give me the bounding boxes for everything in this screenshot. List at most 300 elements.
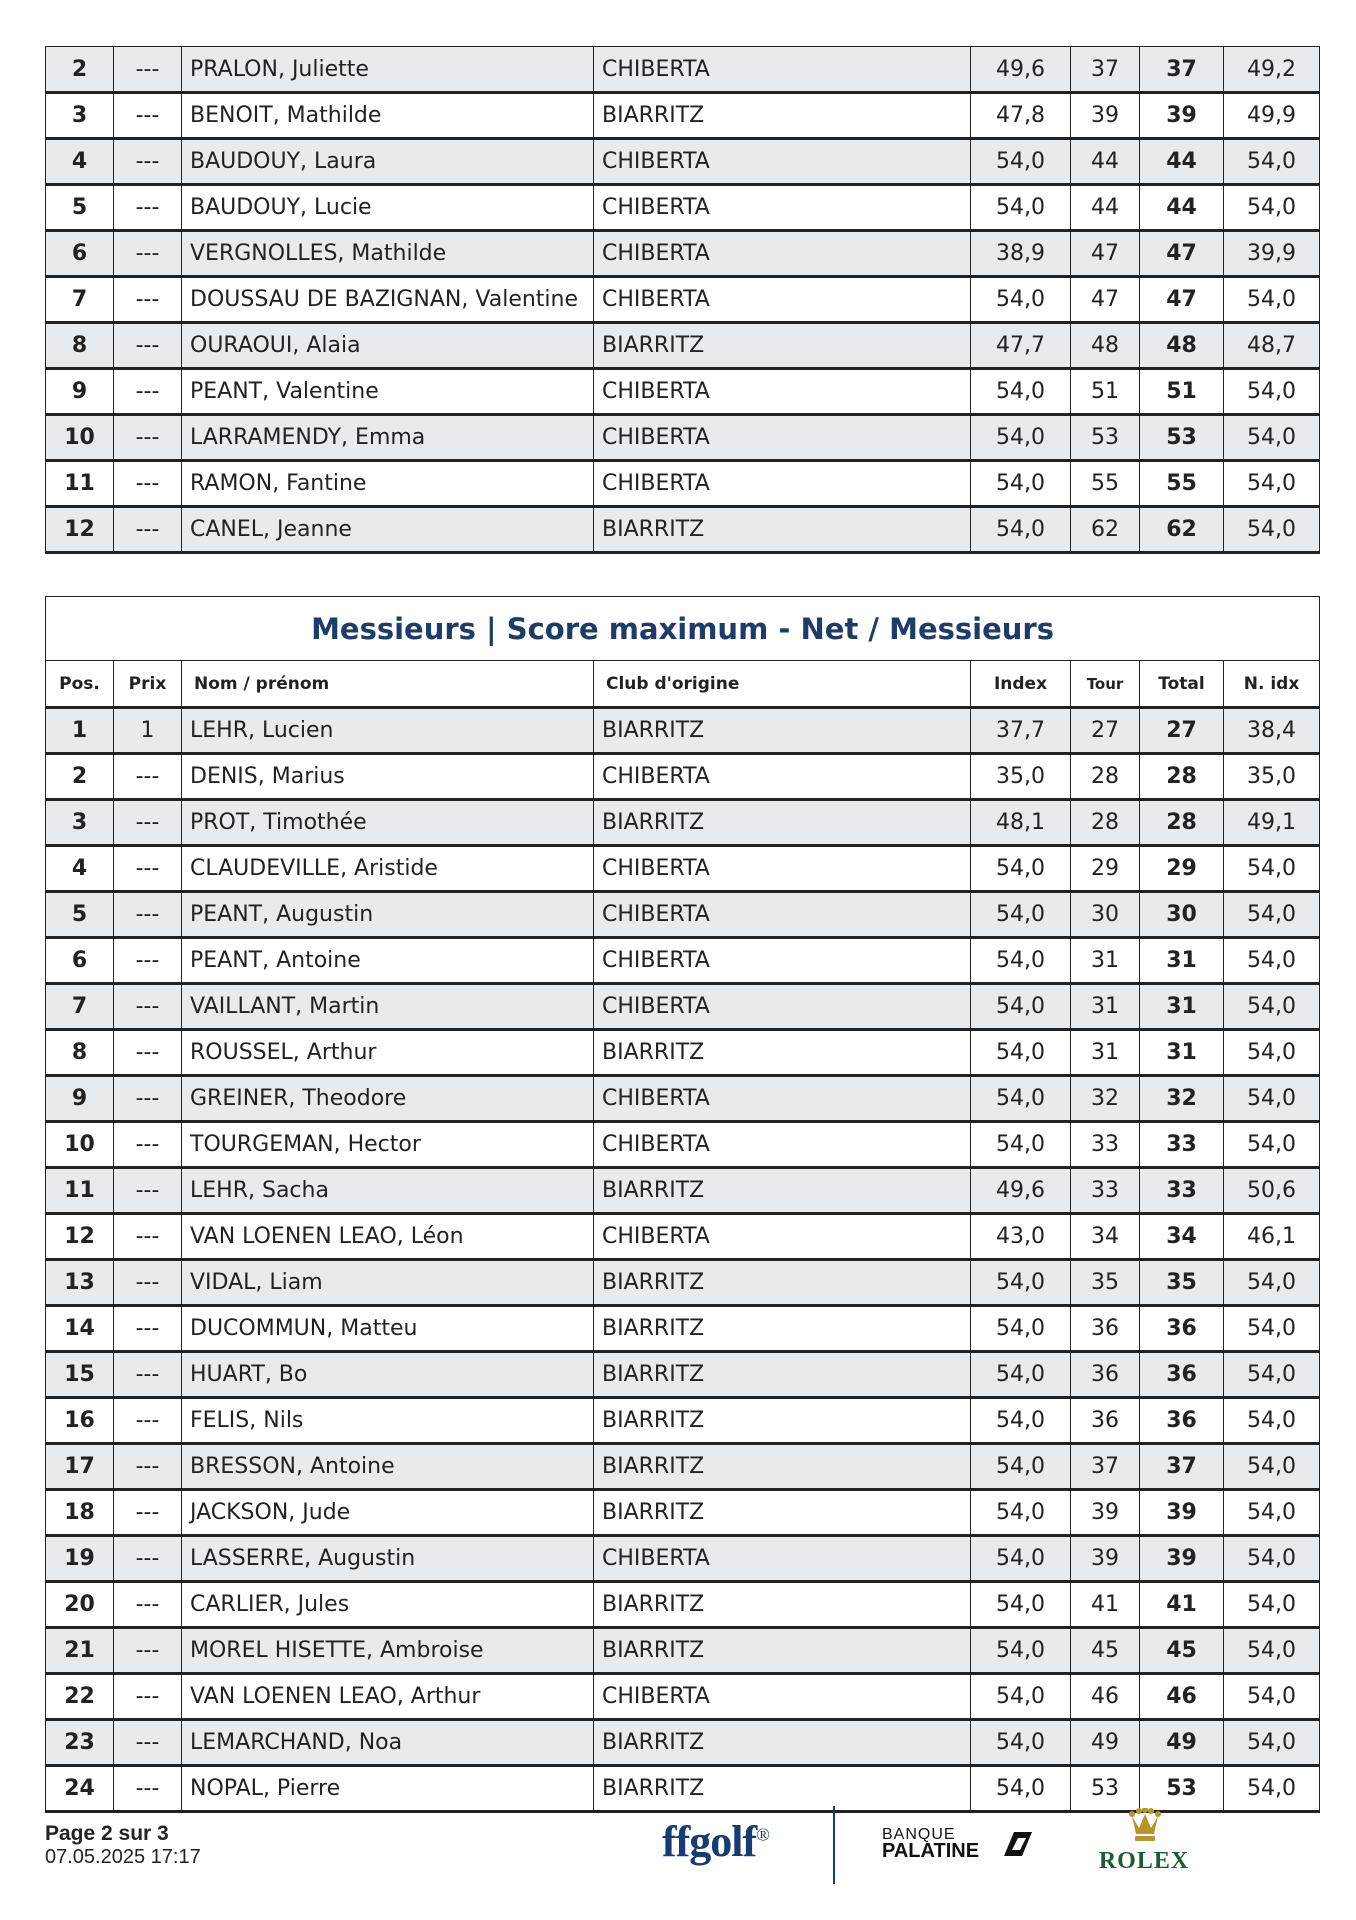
cell-prix: --- (114, 1260, 182, 1306)
cell-pos: 17 (46, 1444, 114, 1490)
cell-club: CHIBERTA (594, 754, 971, 800)
cell-pos: 3 (46, 800, 114, 846)
cell-tour: 33 (1071, 1168, 1140, 1214)
cell-name: PROT, Timothée (182, 800, 594, 846)
cell-prix: --- (114, 1122, 182, 1168)
cell-tour: 28 (1071, 754, 1140, 800)
table-row (46, 1030, 1320, 1076)
table-row (46, 507, 1320, 553)
cell-pos: 3 (46, 93, 114, 139)
cell-total: 32 (1140, 1076, 1224, 1122)
cell-prix: --- (114, 1536, 182, 1582)
cell-prix: --- (114, 369, 182, 415)
cell-tour: 48 (1071, 323, 1140, 369)
cell-index: 49,6 (971, 1168, 1071, 1214)
cell-club: CHIBERTA (594, 185, 971, 231)
cell-nidx: 54,0 (1224, 1766, 1320, 1812)
cell-tour: 55 (1071, 461, 1140, 507)
table-row (46, 892, 1320, 938)
cell-total: 47 (1140, 277, 1224, 323)
cell-club: BIARRITZ (594, 507, 971, 553)
cell-club: CHIBERTA (594, 461, 971, 507)
table-row (46, 231, 1320, 277)
cell-index: 49,6 (971, 47, 1071, 93)
cell-total: 44 (1140, 185, 1224, 231)
cell-tour: 62 (1071, 507, 1140, 553)
cell-total: 30 (1140, 892, 1224, 938)
cell-total: 53 (1140, 1766, 1224, 1812)
cell-total: 45 (1140, 1628, 1224, 1674)
table-row (46, 139, 1320, 185)
cell-index: 54,0 (971, 938, 1071, 984)
cell-tour: 28 (1071, 800, 1140, 846)
cell-prix: --- (114, 938, 182, 984)
women-results-body (46, 47, 1320, 553)
cell-name: VAN LOENEN LEAO, Arthur (182, 1674, 594, 1720)
cell-prix: --- (114, 1214, 182, 1260)
cell-club: CHIBERTA (594, 369, 971, 415)
cell-nidx: 54,0 (1224, 415, 1320, 461)
print-timestamp: 07.05.2025 17:17 (45, 1846, 201, 1868)
cell-nidx: 54,0 (1224, 1674, 1320, 1720)
cell-pos: 6 (46, 231, 114, 277)
table-row (46, 277, 1320, 323)
cell-nidx: 39,9 (1224, 231, 1320, 277)
cell-nidx: 54,0 (1224, 461, 1320, 507)
cell-name: LEHR, Lucien (182, 708, 594, 754)
cell-tour: 39 (1071, 93, 1140, 139)
cell-total: 53 (1140, 415, 1224, 461)
cell-name: OURAOUI, Alaia (182, 323, 594, 369)
table-row (46, 1536, 1320, 1582)
table-row (46, 754, 1320, 800)
table-row (46, 1628, 1320, 1674)
cell-tour: 36 (1071, 1306, 1140, 1352)
cell-index: 35,0 (971, 754, 1071, 800)
col-header-prix: Prix (114, 661, 182, 708)
cell-nidx: 54,0 (1224, 1444, 1320, 1490)
cell-index: 54,0 (971, 277, 1071, 323)
cell-index: 54,0 (971, 1030, 1071, 1076)
table-row (46, 1720, 1320, 1766)
cell-tour: 27 (1071, 708, 1140, 754)
cell-pos: 12 (46, 1214, 114, 1260)
table-row (46, 1122, 1320, 1168)
table-row (46, 1444, 1320, 1490)
cell-name: CANEL, Jeanne (182, 507, 594, 553)
cell-pos: 18 (46, 1490, 114, 1536)
cell-prix: --- (114, 139, 182, 185)
cell-index: 37,7 (971, 708, 1071, 754)
table-row (46, 323, 1320, 369)
table-row (46, 461, 1320, 507)
cell-nidx: 38,4 (1224, 708, 1320, 754)
col-header-index: Index (971, 661, 1071, 708)
cell-club: CHIBERTA (594, 892, 971, 938)
cell-prix: --- (114, 277, 182, 323)
cell-tour: 39 (1071, 1490, 1140, 1536)
cell-name: VERGNOLLES, Mathilde (182, 231, 594, 277)
cell-index: 54,0 (971, 1260, 1071, 1306)
cell-club: BIARRITZ (594, 1030, 971, 1076)
cell-club: CHIBERTA (594, 1536, 971, 1582)
cell-index: 54,0 (971, 1766, 1071, 1812)
cell-tour: 35 (1071, 1260, 1140, 1306)
cell-tour: 47 (1071, 231, 1140, 277)
cell-tour: 37 (1071, 47, 1140, 93)
cell-prix: --- (114, 1766, 182, 1812)
cell-club: BIARRITZ (594, 1720, 971, 1766)
cell-total: 36 (1140, 1306, 1224, 1352)
cell-nidx: 54,0 (1224, 1306, 1320, 1352)
cell-name: PRALON, Juliette (182, 47, 594, 93)
cell-name: GREINER, Theodore (182, 1076, 594, 1122)
cell-index: 54,0 (971, 1122, 1071, 1168)
cell-total: 39 (1140, 1536, 1224, 1582)
cell-prix: --- (114, 461, 182, 507)
ffgolf-logo (662, 1816, 769, 1867)
table-row (46, 1398, 1320, 1444)
cell-pos: 20 (46, 1582, 114, 1628)
page-footer (45, 1822, 201, 1869)
cell-index: 54,0 (971, 1444, 1071, 1490)
cell-total: 34 (1140, 1214, 1224, 1260)
cell-club: BIARRITZ (594, 1766, 971, 1812)
cell-tour: 36 (1071, 1398, 1140, 1444)
cell-nidx: 48,7 (1224, 323, 1320, 369)
cell-pos: 7 (46, 984, 114, 1030)
women-results-table-continued (45, 46, 1320, 554)
cell-pos: 5 (46, 892, 114, 938)
cell-pos: 13 (46, 1260, 114, 1306)
cell-tour: 32 (1071, 1076, 1140, 1122)
cell-total: 33 (1140, 1168, 1224, 1214)
cell-index: 54,0 (971, 1536, 1071, 1582)
cell-club: BIARRITZ (594, 1582, 971, 1628)
cell-total: 49 (1140, 1720, 1224, 1766)
cell-prix: --- (114, 1674, 182, 1720)
cell-nidx: 49,1 (1224, 800, 1320, 846)
cell-tour: 33 (1071, 1122, 1140, 1168)
col-header-pos: Pos. (46, 661, 114, 708)
cell-prix: --- (114, 185, 182, 231)
cell-total: 51 (1140, 369, 1224, 415)
cell-index: 43,0 (971, 1214, 1071, 1260)
cell-club: CHIBERTA (594, 231, 971, 277)
cell-tour: 45 (1071, 1628, 1140, 1674)
cell-index: 54,0 (971, 1720, 1071, 1766)
cell-index: 54,0 (971, 139, 1071, 185)
cell-name: PEANT, Augustin (182, 892, 594, 938)
table-row (46, 415, 1320, 461)
cell-tour: 31 (1071, 1030, 1140, 1076)
table-title-row (46, 597, 1320, 661)
page-number: Page 2 sur 3 (45, 1822, 169, 1845)
rolex-logo-text: ROLEX (1098, 1848, 1190, 1874)
cell-club: BIARRITZ (594, 323, 971, 369)
cell-index: 54,0 (971, 1628, 1071, 1674)
cell-nidx: 54,0 (1224, 1260, 1320, 1306)
cell-pos: 10 (46, 1122, 114, 1168)
table-row (46, 984, 1320, 1030)
cell-total: 41 (1140, 1582, 1224, 1628)
cell-nidx: 54,0 (1224, 892, 1320, 938)
cell-pos: 9 (46, 369, 114, 415)
cell-index: 54,0 (971, 1076, 1071, 1122)
cell-tour: 30 (1071, 892, 1140, 938)
cell-tour: 29 (1071, 846, 1140, 892)
cell-nidx: 49,2 (1224, 47, 1320, 93)
cell-total: 31 (1140, 938, 1224, 984)
cell-prix: --- (114, 754, 182, 800)
cell-club: CHIBERTA (594, 277, 971, 323)
cell-name: VAILLANT, Martin (182, 984, 594, 1030)
cell-prix: --- (114, 1030, 182, 1076)
cell-pos: 16 (46, 1398, 114, 1444)
cell-total: 31 (1140, 1030, 1224, 1076)
cell-total: 36 (1140, 1398, 1224, 1444)
cell-club: CHIBERTA (594, 1122, 971, 1168)
cell-prix: --- (114, 1582, 182, 1628)
cell-tour: 53 (1071, 1766, 1140, 1812)
cell-name: VAN LOENEN LEAO, Léon (182, 1214, 594, 1260)
cell-index: 54,0 (971, 1674, 1071, 1720)
cell-pos: 4 (46, 846, 114, 892)
cell-total: 47 (1140, 231, 1224, 277)
cell-pos: 5 (46, 185, 114, 231)
table-row (46, 846, 1320, 892)
cell-club: BIARRITZ (594, 1306, 971, 1352)
col-header-name: Nom / prénom (182, 661, 594, 708)
cell-pos: 7 (46, 277, 114, 323)
cell-club: CHIBERTA (594, 415, 971, 461)
cell-index: 54,0 (971, 185, 1071, 231)
table-title: Messieurs | Score maximum - Net / Messieurs (46, 597, 1320, 661)
cell-tour: 46 (1071, 1674, 1140, 1720)
cell-index: 54,0 (971, 461, 1071, 507)
cell-nidx: 54,0 (1224, 1352, 1320, 1398)
cell-pos: 9 (46, 1076, 114, 1122)
cell-name: CLAUDEVILLE, Aristide (182, 846, 594, 892)
table-row (46, 800, 1320, 846)
cell-pos: 11 (46, 1168, 114, 1214)
table-row (46, 1352, 1320, 1398)
cell-nidx: 54,0 (1224, 1536, 1320, 1582)
table-row (46, 1214, 1320, 1260)
men-results-table (45, 596, 1320, 1813)
banque-logo-line1: BANQUE (882, 1826, 956, 1843)
cell-club: CHIBERTA (594, 984, 971, 1030)
cell-index: 54,0 (971, 507, 1071, 553)
cell-name: DOUSSAU DE BAZIGNAN, Valentine (182, 277, 594, 323)
col-header-nidx: N. idx (1224, 661, 1320, 708)
cell-prix: --- (114, 93, 182, 139)
cell-name: PEANT, Antoine (182, 938, 594, 984)
ffgolf-logo-text: ffgolf (662, 1817, 757, 1866)
table-header-row (46, 661, 1320, 708)
cell-tour: 37 (1071, 1444, 1140, 1490)
cell-name: DENIS, Marius (182, 754, 594, 800)
cell-nidx: 46,1 (1224, 1214, 1320, 1260)
cell-prix: --- (114, 1444, 182, 1490)
banque-palatine-emblem-icon (1000, 1826, 1034, 1862)
cell-name: LARRAMENDY, Emma (182, 415, 594, 461)
rolex-logo (1090, 1808, 1200, 1888)
cell-total: 31 (1140, 984, 1224, 1030)
cell-club: CHIBERTA (594, 1674, 971, 1720)
cell-total: 29 (1140, 846, 1224, 892)
cell-club: CHIBERTA (594, 938, 971, 984)
table-row (46, 708, 1320, 754)
table-row (46, 1766, 1320, 1812)
cell-nidx: 54,0 (1224, 1030, 1320, 1076)
cell-nidx: 54,0 (1224, 1582, 1320, 1628)
cell-name: TOURGEMAN, Hector (182, 1122, 594, 1168)
cell-nidx: 50,6 (1224, 1168, 1320, 1214)
col-header-club: Club d'origine (594, 661, 971, 708)
cell-name: PEANT, Valentine (182, 369, 594, 415)
cell-name: NOPAL, Pierre (182, 1766, 594, 1812)
cell-club: BIARRITZ (594, 1398, 971, 1444)
table-row (46, 938, 1320, 984)
cell-nidx: 54,0 (1224, 1628, 1320, 1674)
cell-pos: 4 (46, 139, 114, 185)
cell-nidx: 49,9 (1224, 93, 1320, 139)
cell-club: BIARRITZ (594, 708, 971, 754)
cell-club: CHIBERTA (594, 1214, 971, 1260)
cell-index: 38,9 (971, 231, 1071, 277)
cell-name: LEMARCHAND, Noa (182, 1720, 594, 1766)
cell-pos: 22 (46, 1674, 114, 1720)
cell-prix: --- (114, 231, 182, 277)
cell-name: MOREL HISETTE, Ambroise (182, 1628, 594, 1674)
cell-tour: 34 (1071, 1214, 1140, 1260)
cell-index: 54,0 (971, 1490, 1071, 1536)
cell-index: 54,0 (971, 1306, 1071, 1352)
cell-index: 54,0 (971, 1582, 1071, 1628)
cell-nidx: 54,0 (1224, 1398, 1320, 1444)
cell-index: 54,0 (971, 984, 1071, 1030)
col-header-tour: Tour (1071, 661, 1140, 708)
cell-total: 33 (1140, 1122, 1224, 1168)
cell-club: BIARRITZ (594, 1352, 971, 1398)
cell-name: VIDAL, Liam (182, 1260, 594, 1306)
cell-tour: 49 (1071, 1720, 1140, 1766)
cell-nidx: 54,0 (1224, 846, 1320, 892)
cell-nidx: 54,0 (1224, 185, 1320, 231)
ffgolf-mark-icon: ® (756, 1824, 769, 1845)
cell-name: LEHR, Sacha (182, 1168, 594, 1214)
cell-prix: --- (114, 1720, 182, 1766)
table-row (46, 1168, 1320, 1214)
cell-pos: 15 (46, 1352, 114, 1398)
cell-prix: --- (114, 846, 182, 892)
cell-name: FELIS, Nils (182, 1398, 594, 1444)
cell-nidx: 54,0 (1224, 369, 1320, 415)
cell-index: 54,0 (971, 369, 1071, 415)
cell-nidx: 54,0 (1224, 984, 1320, 1030)
cell-club: BIARRITZ (594, 1628, 971, 1674)
cell-total: 46 (1140, 1674, 1224, 1720)
cell-total: 39 (1140, 1490, 1224, 1536)
cell-name: BAUDOUY, Lucie (182, 185, 594, 231)
cell-prix: --- (114, 1352, 182, 1398)
cell-index: 54,0 (971, 1352, 1071, 1398)
cell-name: ROUSSEL, Arthur (182, 1030, 594, 1076)
cell-index: 54,0 (971, 1398, 1071, 1444)
cell-prix: --- (114, 800, 182, 846)
cell-nidx: 35,0 (1224, 754, 1320, 800)
cell-prix: --- (114, 984, 182, 1030)
cell-pos: 8 (46, 323, 114, 369)
cell-club: BIARRITZ (594, 1444, 971, 1490)
table-row (46, 369, 1320, 415)
cell-total: 36 (1140, 1352, 1224, 1398)
cell-nidx: 54,0 (1224, 507, 1320, 553)
cell-club: BIARRITZ (594, 1168, 971, 1214)
cell-total: 39 (1140, 93, 1224, 139)
cell-nidx: 54,0 (1224, 139, 1320, 185)
col-header-total: Total (1140, 661, 1224, 708)
table-row (46, 1306, 1320, 1352)
cell-pos: 21 (46, 1628, 114, 1674)
cell-pos: 12 (46, 507, 114, 553)
cell-tour: 36 (1071, 1352, 1140, 1398)
cell-total: 48 (1140, 323, 1224, 369)
cell-prix: --- (114, 1628, 182, 1674)
cell-prix: --- (114, 1168, 182, 1214)
cell-index: 47,7 (971, 323, 1071, 369)
cell-name: HUART, Bo (182, 1352, 594, 1398)
cell-prix: --- (114, 415, 182, 461)
cell-pos: 14 (46, 1306, 114, 1352)
table-row (46, 1076, 1320, 1122)
cell-index: 48,1 (971, 800, 1071, 846)
cell-name: RAMON, Fantine (182, 461, 594, 507)
cell-nidx: 54,0 (1224, 1122, 1320, 1168)
cell-pos: 11 (46, 461, 114, 507)
cell-prix: --- (114, 47, 182, 93)
table-row (46, 185, 1320, 231)
table-row (46, 1674, 1320, 1720)
cell-nidx: 54,0 (1224, 1490, 1320, 1536)
cell-pos: 23 (46, 1720, 114, 1766)
cell-pos: 8 (46, 1030, 114, 1076)
cell-nidx: 54,0 (1224, 1720, 1320, 1766)
banque-palatine-logo (882, 1826, 1042, 1872)
cell-index: 54,0 (971, 892, 1071, 938)
cell-club: CHIBERTA (594, 139, 971, 185)
cell-nidx: 54,0 (1224, 1076, 1320, 1122)
cell-index: 54,0 (971, 846, 1071, 892)
cell-club: CHIBERTA (594, 1076, 971, 1122)
cell-nidx: 54,0 (1224, 938, 1320, 984)
cell-pos: 24 (46, 1766, 114, 1812)
cell-name: DUCOMMUN, Matteu (182, 1306, 594, 1352)
table-row (46, 1260, 1320, 1306)
cell-total: 62 (1140, 507, 1224, 553)
table-row (46, 93, 1320, 139)
cell-total: 37 (1140, 1444, 1224, 1490)
table-row (46, 1582, 1320, 1628)
cell-total: 35 (1140, 1260, 1224, 1306)
cell-prix: --- (114, 892, 182, 938)
cell-club: BIARRITZ (594, 1490, 971, 1536)
cell-tour: 31 (1071, 984, 1140, 1030)
cell-prix: 1 (114, 708, 182, 754)
cell-pos: 19 (46, 1536, 114, 1582)
cell-nidx: 54,0 (1224, 277, 1320, 323)
